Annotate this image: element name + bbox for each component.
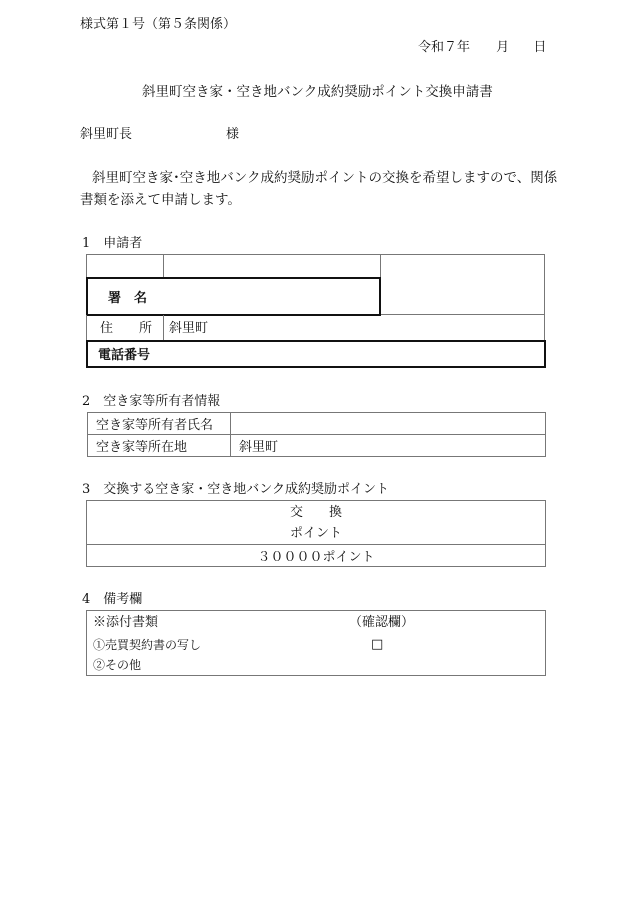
points-header-line2: ポイント xyxy=(289,525,342,541)
signature-label: 署 名 xyxy=(108,291,148,306)
form-number: 様式第１号（第５条関係） xyxy=(80,17,237,32)
date-month: 月 xyxy=(496,40,510,55)
addressee-honorific: 様 xyxy=(226,127,240,142)
remarks-box xyxy=(86,610,546,676)
signature-field[interactable] xyxy=(86,277,381,316)
date-line xyxy=(418,41,546,54)
section4-heading: 4 備考欄 xyxy=(82,592,143,607)
confirm-label: （確認欄） xyxy=(349,615,415,630)
points-header-line1: 交 換 xyxy=(289,504,342,520)
section3-heading: 3 交換する空き家・空き地バンク成約奨励ポイント xyxy=(82,482,390,497)
body-text-line1: 斜里町空き家･空き地バンク成約奨励ポイントの交換を希望しますので、関係 xyxy=(92,170,558,186)
address-value[interactable]: 斜里町 xyxy=(169,321,209,336)
date-day: 日 xyxy=(533,40,547,55)
section2-heading: 2 空き家等所有者情報 xyxy=(82,394,221,409)
phone-label: 電話番号 xyxy=(98,348,151,363)
owner-name-value[interactable] xyxy=(231,413,546,435)
attachment-item-other: ②その他 xyxy=(93,658,142,672)
phone-field[interactable] xyxy=(86,340,546,368)
attachment-item-contract: ①売買契約書の写し xyxy=(93,638,202,652)
section1-heading: 1 申請者 xyxy=(82,236,143,251)
address-row xyxy=(86,315,545,341)
points-header xyxy=(87,501,546,545)
address-row-divider xyxy=(163,315,164,341)
addressee-name: 斜里町長 xyxy=(80,127,133,142)
points-value: ３００００ポイント xyxy=(87,545,546,567)
body-text-line2: 書類を添えて申請します。 xyxy=(80,192,241,208)
owner-info-table xyxy=(87,412,546,457)
contract-checkbox[interactable]: □ xyxy=(371,637,384,652)
document-title: 斜里町空き家・空き地バンク成約奨励ポイント交換申請書 xyxy=(142,84,493,100)
location-value[interactable]: 斜里町 xyxy=(231,435,546,457)
attachments-label: ※添付書類 xyxy=(93,615,159,630)
owner-name-label: 空き家等所有者氏名 xyxy=(88,413,231,435)
points-table xyxy=(86,500,546,567)
address-label: 住 所 xyxy=(100,321,153,336)
applicant-top-cell-divider xyxy=(163,254,164,278)
date-era: 令和７年 xyxy=(418,40,471,55)
location-label: 空き家等所在地 xyxy=(88,435,231,457)
